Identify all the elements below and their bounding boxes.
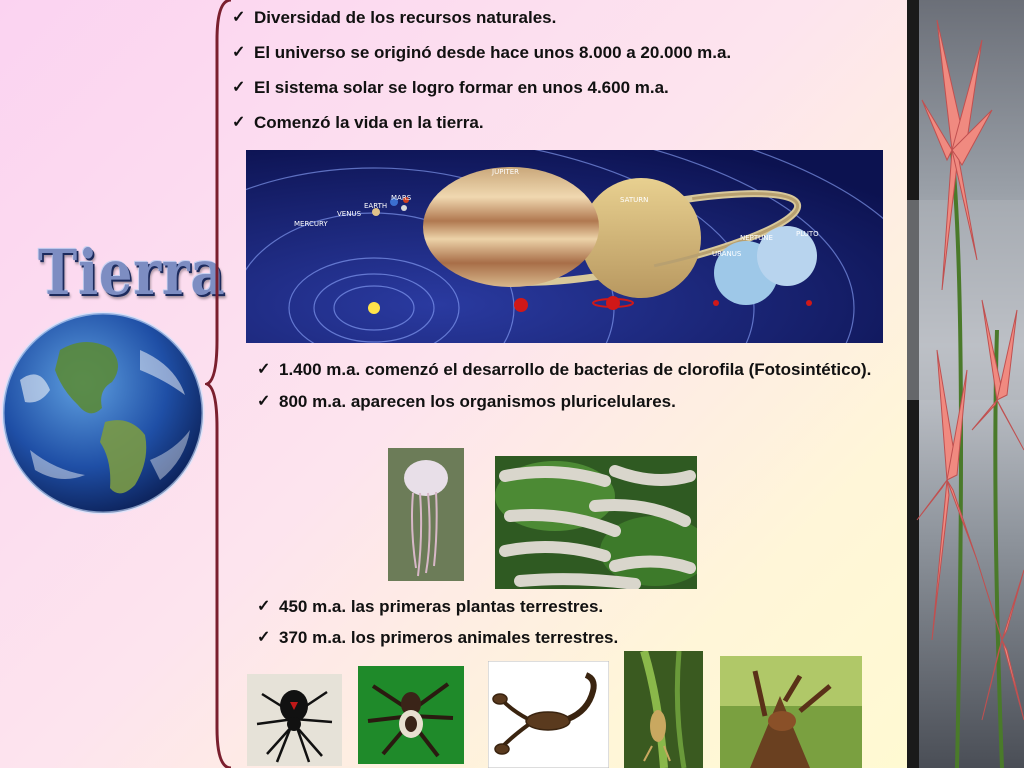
bullet-list-middle xyxy=(257,359,877,423)
bullet-list-top xyxy=(232,7,892,147)
mercury-label: MERCURY xyxy=(294,220,328,228)
bullet-item: ✓ Diversidad de los recursos naturales. xyxy=(232,8,557,27)
bullet-list-bottom xyxy=(257,596,877,658)
lily-flowers-panel xyxy=(907,0,1024,768)
venus-label: VENUS xyxy=(337,210,362,218)
solar-system-image xyxy=(246,150,883,343)
bullet-item: ✓ El sistema solar se logro formar en unos 4.600 m.a. xyxy=(232,78,669,97)
earth-globe-image xyxy=(0,310,210,520)
insect-on-plant-image xyxy=(624,651,703,768)
bullet-item: ✓ 800 m.a. aparecen los organismos pluricelulares. xyxy=(257,392,676,411)
horned-insect-image xyxy=(720,656,862,768)
check-icon: ✓ xyxy=(232,44,246,61)
check-icon: ✓ xyxy=(232,9,246,26)
silkworms-image xyxy=(495,456,697,589)
page-title: Tierra xyxy=(38,236,226,309)
earth-label: EARTH xyxy=(364,202,388,210)
neptune-label: NEPTUNE xyxy=(740,234,773,242)
scorpion-image xyxy=(488,661,609,768)
bullet-item: ✓ Comenzó la vida en la tierra. xyxy=(232,113,484,132)
pluto-label: PLUTO xyxy=(796,230,819,238)
mars-label: MARS xyxy=(391,194,412,202)
black-widow-spider-image xyxy=(247,674,342,766)
check-icon: ✓ xyxy=(257,598,271,615)
uranus-label: URANUS xyxy=(712,250,742,258)
bullet-item: ✓ 1.400 m.a. comenzó el desarrollo de bacterias de clorofila (Fotosintético). xyxy=(257,360,872,379)
saturn-label: SATURN xyxy=(620,196,649,204)
bullet-item: ✓ El universo se originó desde hace unos 8.000 a 20.000 m.a. xyxy=(232,43,732,62)
bullet-item: ✓ 450 m.a. las primeras plantas terrestres. xyxy=(257,597,604,616)
tarantula-image xyxy=(358,666,464,764)
bullet-item: ✓ 370 m.a. los primeros animales terrestres. xyxy=(257,628,619,647)
check-icon: ✓ xyxy=(257,629,271,646)
brace-divider xyxy=(205,0,235,768)
check-icon: ✓ xyxy=(257,361,271,378)
check-icon: ✓ xyxy=(232,114,246,131)
check-icon: ✓ xyxy=(232,79,246,96)
lily-flowers-image xyxy=(907,0,1024,768)
jellyfish-image xyxy=(388,448,464,581)
check-icon: ✓ xyxy=(257,393,271,410)
jupiter-label: JUPITER xyxy=(492,168,520,176)
